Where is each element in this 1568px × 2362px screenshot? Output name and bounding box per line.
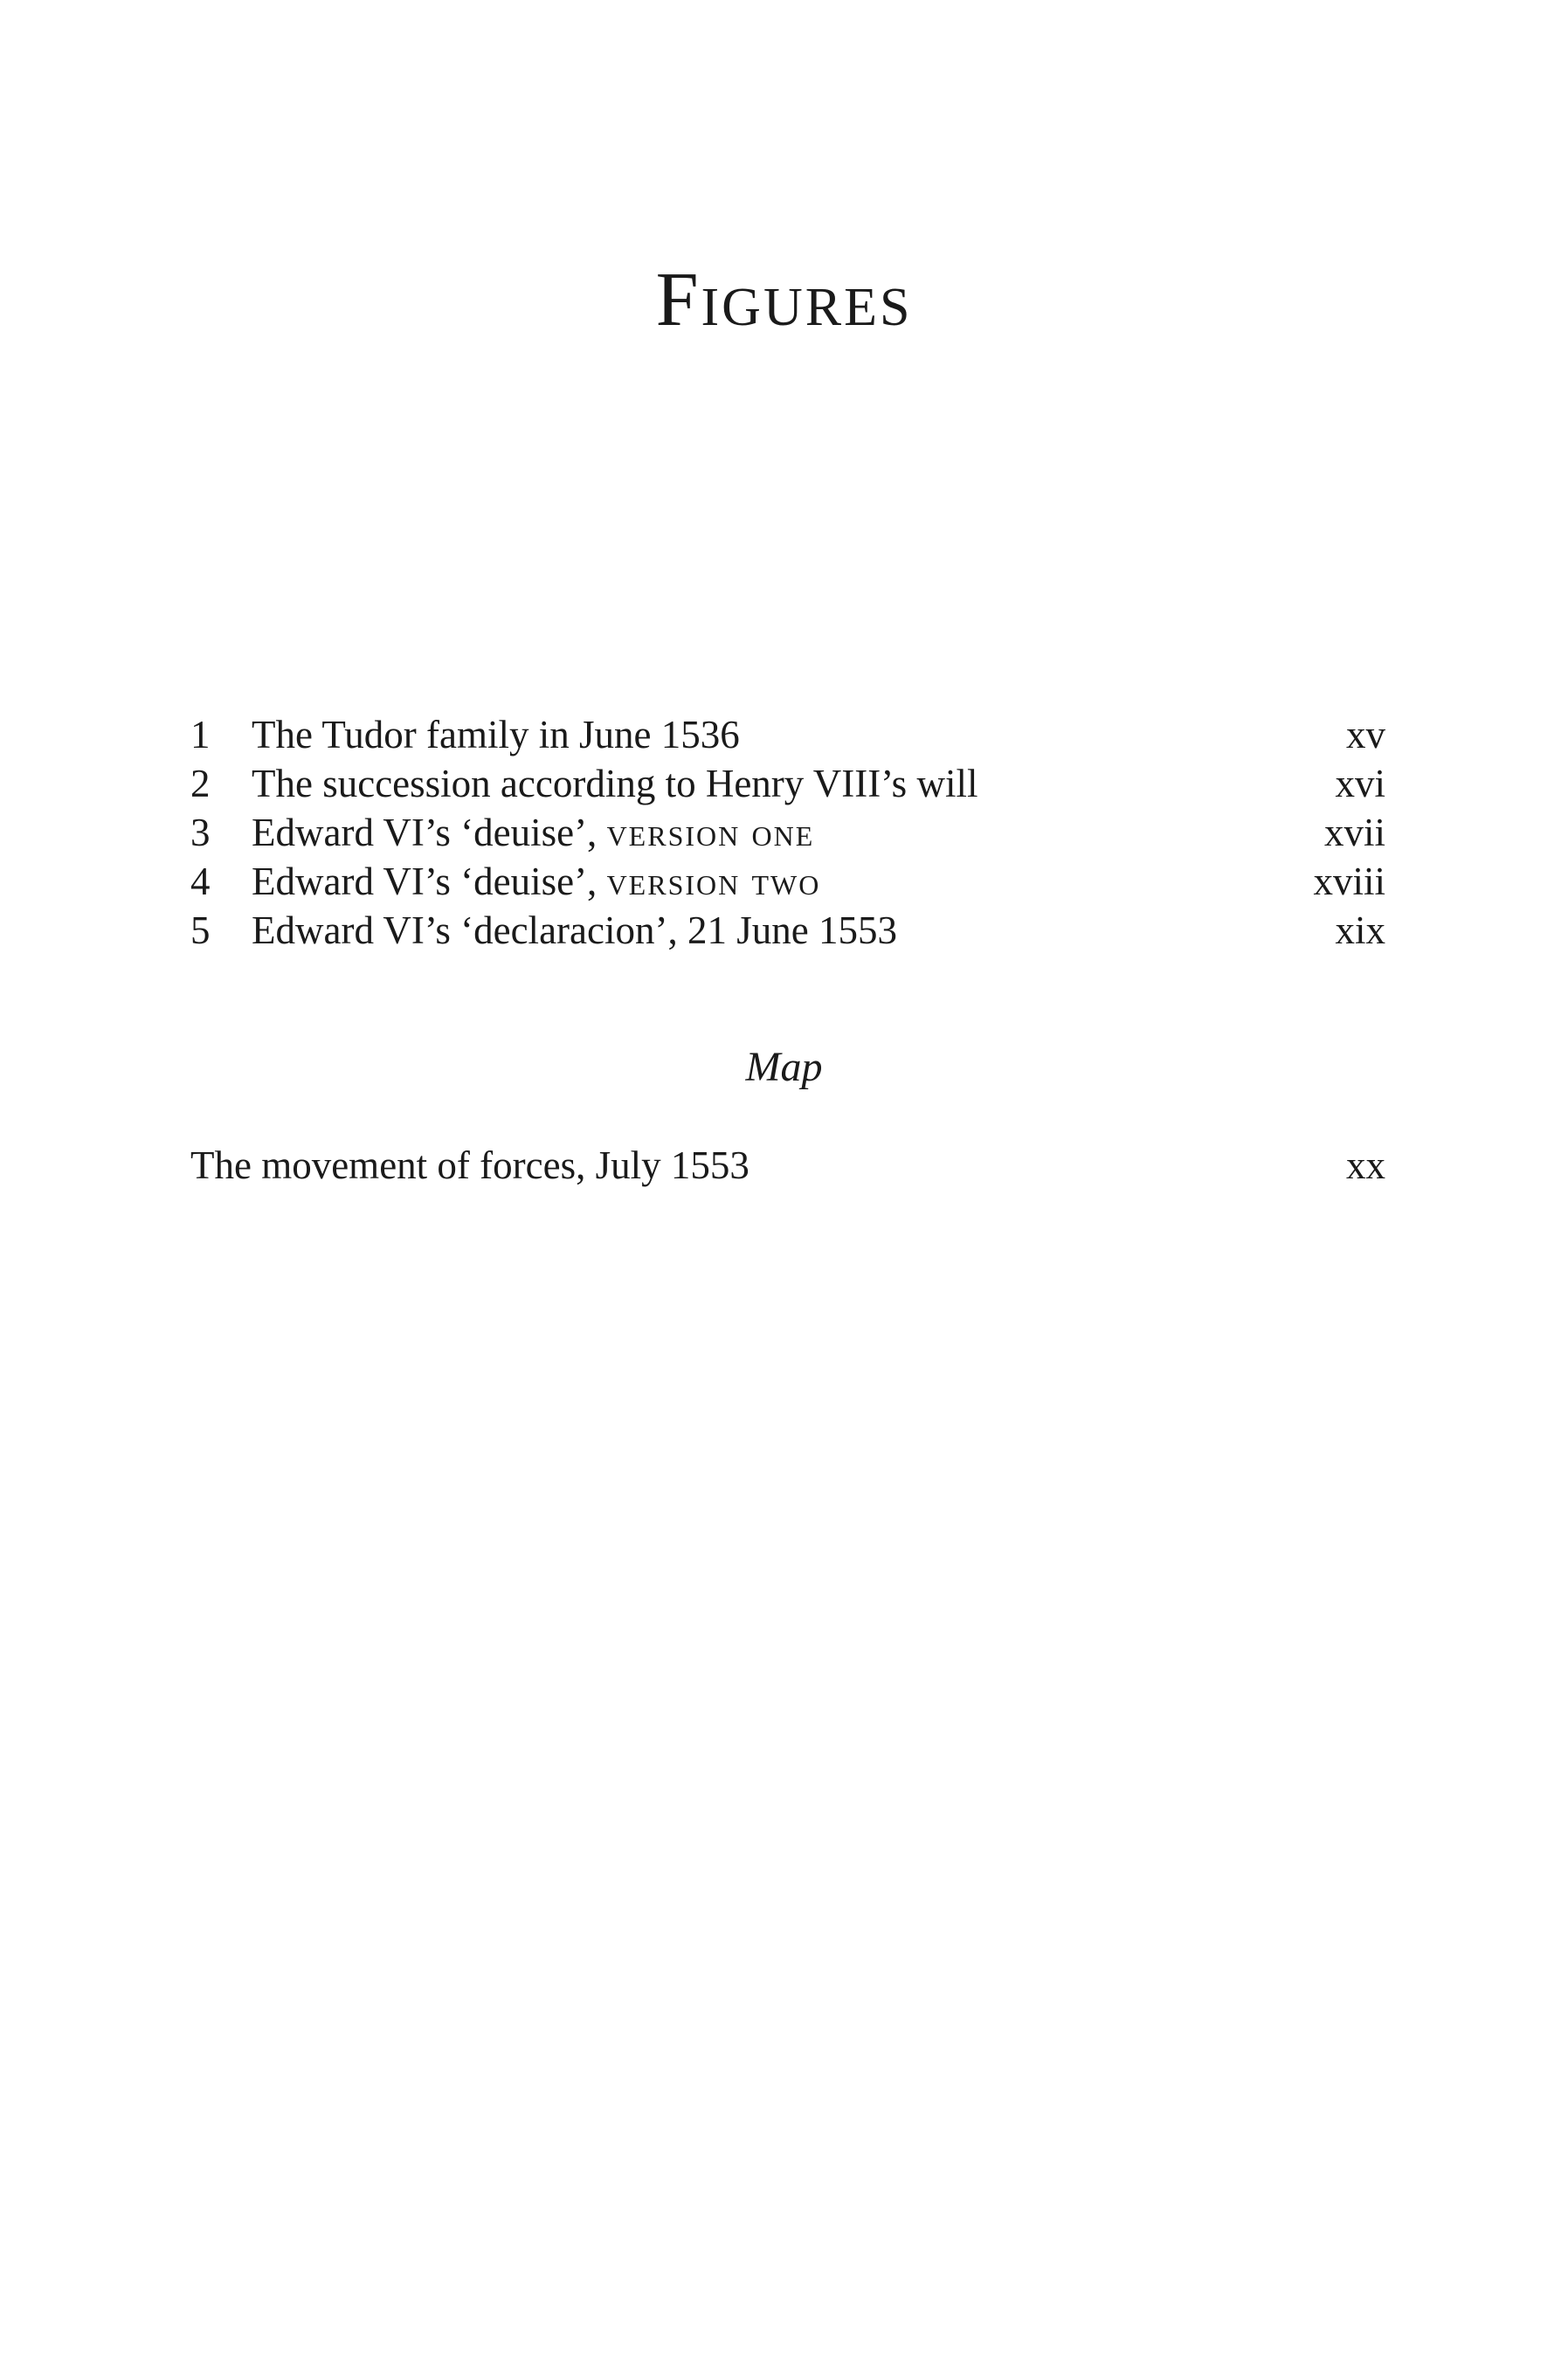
figure-entry-1 <box>190 710 1385 759</box>
map-section-heading: Map <box>745 1044 823 1090</box>
page-title: Figures <box>655 258 913 342</box>
figures-list <box>190 710 1385 955</box>
figure-page-number: xv <box>1346 713 1385 756</box>
figure-title <box>252 808 814 857</box>
map-page-number: xx <box>1346 1143 1385 1187</box>
figure-number: 5 <box>190 908 211 952</box>
map-title: The movement of forces, July 1553 <box>190 1143 749 1187</box>
figure-entry-3 <box>190 808 1385 857</box>
figure-entry-2 <box>190 759 1385 808</box>
figure-title-text: Edward VI’s ‘deuise’, <box>252 860 607 903</box>
figure-number: 2 <box>190 762 211 805</box>
figure-title-smallcaps: version one <box>606 811 815 854</box>
figure-page-number: xix <box>1335 908 1385 952</box>
figure-title-smallcaps: version two <box>606 860 821 903</box>
figure-title <box>252 857 820 906</box>
figure-title-text: The Tudor family in June 1536 <box>252 713 740 756</box>
map-entry <box>190 1141 1385 1190</box>
figure-title-text: Edward VI’s ‘deuise’, <box>252 811 607 854</box>
figure-title <box>252 759 977 808</box>
figure-title <box>252 710 740 759</box>
figure-entry-4 <box>190 857 1385 906</box>
figure-page-number: xviii <box>1313 860 1385 903</box>
figure-title-text: Edward VI’s ‘declaracion’, 21 June 1553 <box>252 908 897 952</box>
figure-title-text: The succession according to Henry VIII’s will <box>252 762 978 805</box>
figure-number: 4 <box>190 860 211 903</box>
figure-entry-5 <box>190 906 1385 955</box>
figure-number: 1 <box>190 713 211 756</box>
figure-page-number: xvi <box>1335 762 1385 805</box>
figure-number: 3 <box>190 811 211 854</box>
figure-title <box>252 906 897 955</box>
figure-page-number: xvii <box>1323 811 1385 854</box>
